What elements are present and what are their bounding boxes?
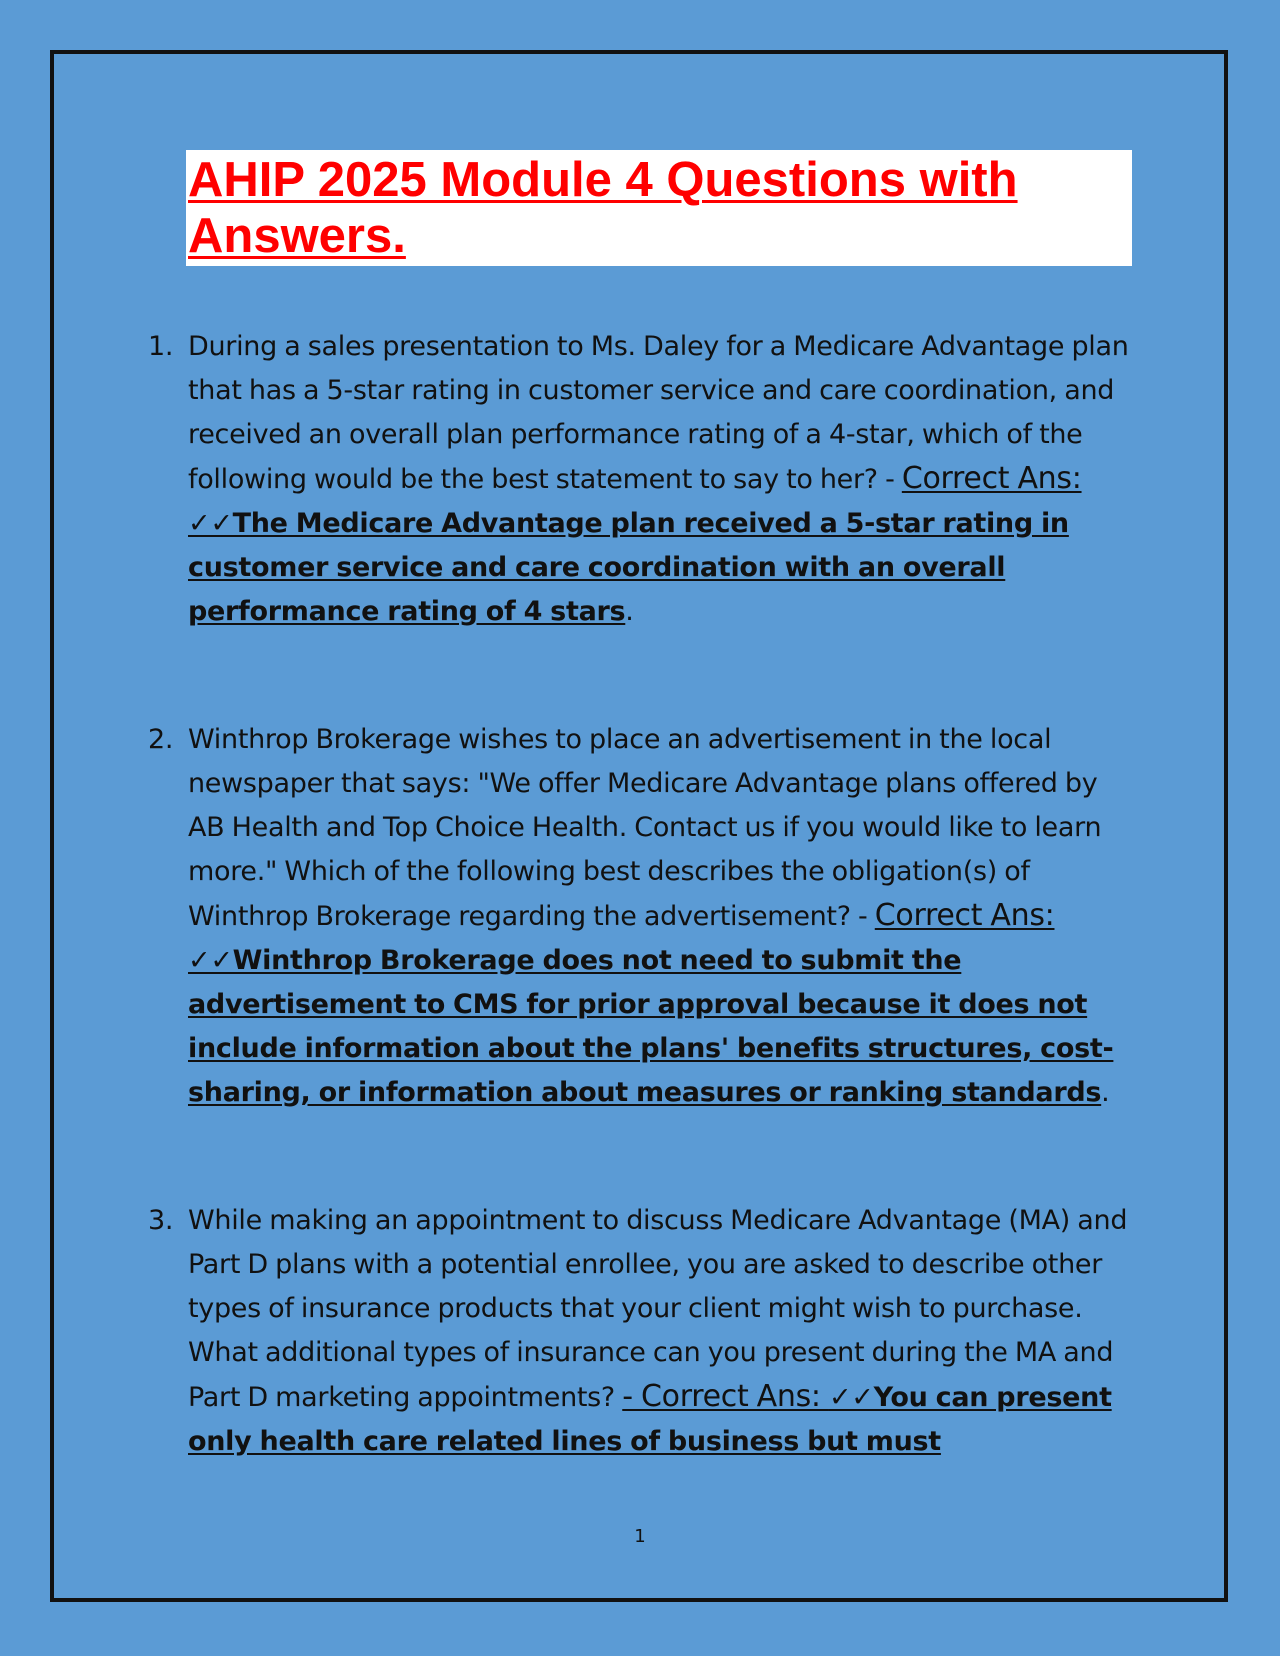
answer-trailing: . bbox=[625, 596, 634, 627]
answer-label: - Correct Ans: bbox=[622, 1379, 829, 1414]
question-number: 2. bbox=[148, 724, 174, 755]
question-item bbox=[148, 718, 1138, 1115]
page-number: 1 bbox=[634, 1526, 646, 1547]
question-text: While making an appointment to discuss Medicare Advantage (MA) and Part D plans with a potential enrollee, you are asked to describe other types of insurance products that your client might wish to purchase. What additional types of insurance can you present during the MA and Part D marketing appointments? bbox=[188, 1205, 1128, 1413]
question-list bbox=[148, 325, 1138, 1464]
question-item bbox=[148, 325, 1138, 634]
question-number: 1. bbox=[148, 331, 174, 362]
answer-text: ✓✓The Medicare Advantage plan received a 5-star rating in customer service and care coordination with an overall performance rating of 4 stars bbox=[188, 508, 1069, 627]
answer bbox=[188, 898, 1114, 1108]
question-text: During a sales presentation to Ms. Daley for a Medicare Advantage plan that has a 5-star rating in customer service and care coordination, and received an overall plan performance rating of a 4-star, which of the following would be the best statement to say to her? - bbox=[188, 331, 1129, 495]
answer-label: Correct Ans: bbox=[901, 461, 1082, 496]
title-line-1: AHIP 2025 Module 4 Questions with bbox=[188, 153, 1018, 207]
question-number: 3. bbox=[148, 1205, 174, 1236]
title-box bbox=[186, 150, 1132, 266]
answer-label: Correct Ans: bbox=[874, 898, 1055, 933]
answer-text: ✓✓You can present only health care related lines of business but must bbox=[188, 1382, 1112, 1457]
question-text: Winthrop Brokerage wishes to place an advertisement in the local newspaper that says: "We offer Medicare Advantage plans offered by AB Health and Top Choice Health. Contact us if you would like to learn more." Which of the following best describes the obligation(s) of Winthrop Brokerage regarding the advertisement? - bbox=[188, 724, 1102, 932]
document-title bbox=[188, 152, 1132, 264]
answer-trailing: . bbox=[1101, 1077, 1110, 1108]
question-item bbox=[148, 1199, 1138, 1464]
answer-text: ✓✓Winthrop Brokerage does not need to submit the advertisement to CMS for prior approval because it does not include information about the plans' benefits structures, cost-sharing, or information about measures or ranking standards bbox=[188, 945, 1114, 1108]
title-line-2: Answers. bbox=[188, 209, 406, 263]
